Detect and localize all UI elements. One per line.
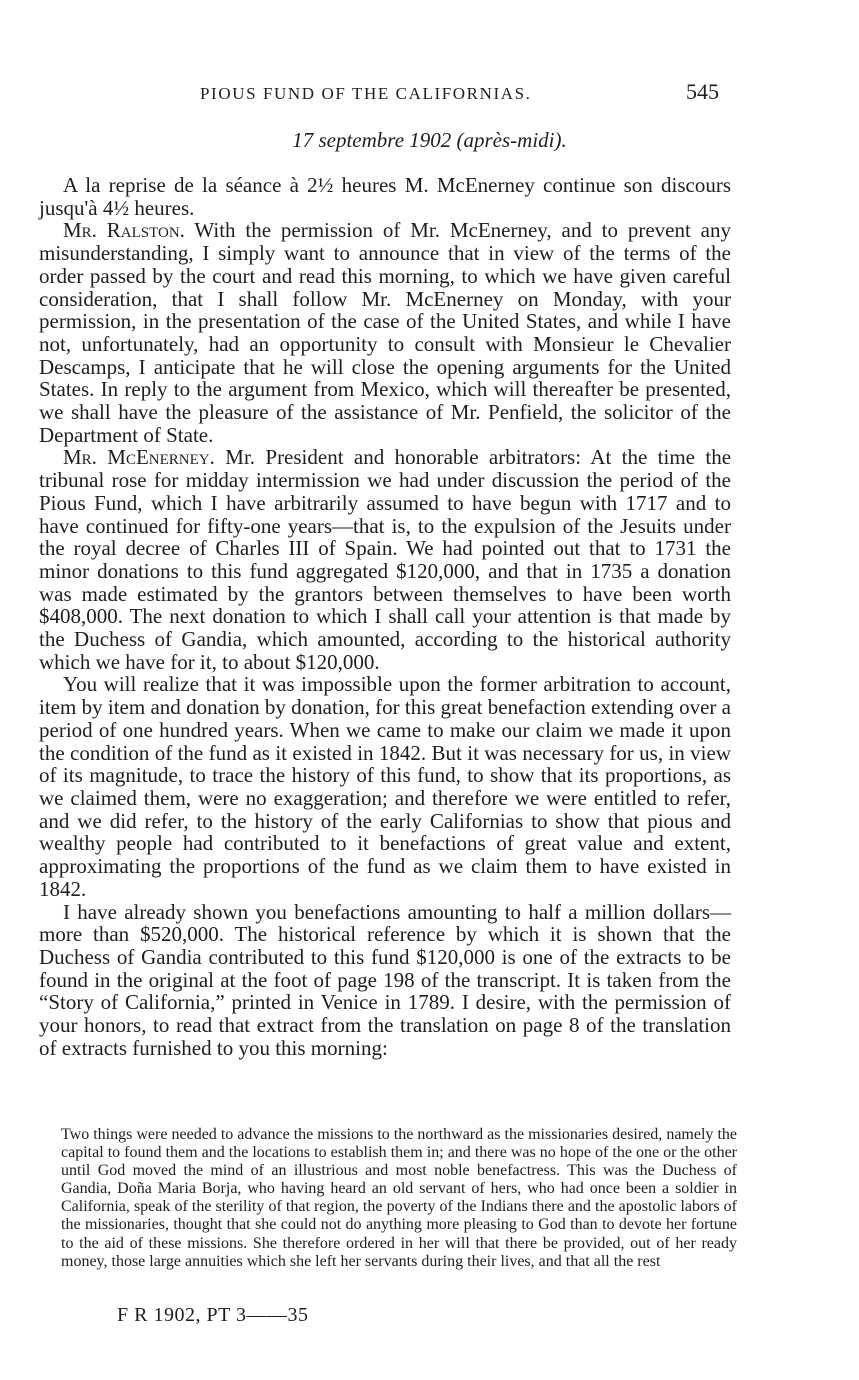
paragraph-mcenerney	[39, 446, 731, 673]
quote-text: Two things were needed to advance the missions to the northward as the missionaries desired, namely the capital to found them and the locations to establish them in; and there was no hope of the one or the other until God moved the mind of an illustrious and most noble benefactress. This was the Duchess of Gandia, Doña Maria Borja, who having heard an old servant of hers, who had once been a soldier in California, speak of the sterility of that region, the poverty of the Indians there and the apostolic labors of the missionaries, thought that she could not do anything more pleasing to God than to devote her fortune to the aid of these missions. She therefore ordered in her will that there be provided, out of her ready money, those large annuities which she left her servants during their lives, and that all the rest	[61, 1126, 737, 1270]
signature-mark: F R 1902, PT 3——35	[117, 1304, 309, 1326]
paragraph-resumption: A la reprise de la séance à 2½ heures M. McEnerney continue son discours jusqu'à 4½ heures.	[39, 173, 731, 220]
page-number: 545	[686, 79, 719, 104]
session-date-line: 17 septembre 1902 (après-midi).	[292, 128, 567, 152]
paragraph-benefactions: I have already shown you benefactions amounting to half a million dollars—more than $520,000. The historical reference by which it is shown that the Duchess of Gandia contributed to this fund $120,000 is one of the extracts to be found in the original at the foot of page 198 of the transcript. It is taken from the “Story of California,” printed in Venice in 1789. I desire, with the permission of your honors, to read that extract from the translation on page 8 of the translation of extracts furnished to you this morning:	[39, 899, 731, 1060]
paragraph-text: Mr. President and honorable arbitrators: At the time the tribunal rose for midday intermission we had under discussion the period of the Pious Fund, which I have arbitrarily assumed to have begun with 1717 and to have continued for fifty-one years—that is, to the expulsion of the Jesuits under the royal decree of Charles III of Spain. We had pointed out that to 1731 the minor donations to this fund aggregated $120,000, and that in 1735 a donation was made estimated by the grantors between themselves to have been worth $408,000. The next donation to which I shall call your attention is that made by the Duchess of Gandia, which amounted, according to the historical authority which we have for it, to about $120,000.	[39, 445, 732, 674]
paragraph-ralston	[39, 219, 731, 446]
running-title: PIOUS FUND OF THE CALIFORNIAS.	[200, 84, 532, 103]
speaker-name: Mr. Ralston.	[63, 218, 185, 243]
paragraph-arbitration: You will realize that it was impossible upon the former arbitration to account, item by item and donation by donation, for this great benefaction extending over a period of one hundred years. When we came to make our claim we made it upon the condition of the fund as it existed in 1842. But it was necessary for us, in view of its magnitude, to trace the history of this fund, to show that its proportions, as we claimed them, were no exaggeration; and therefore we were entitled to refer, and we did refer, to the history of the early Californias to show that pious and wealthy people had contributed to it benefactions of great value and extent, approximating the proportions of the fund as we claim them to have existed in 1842.	[39, 672, 731, 901]
body-text	[39, 174, 731, 1059]
paragraph-text: With the permission of Mr. McEnerney, and to prevent any misunderstanding, I simply want to announce that in view of the terms of the order passed by the court and read this morning, to which we have given careful consideration, that I shall follow Mr. McEnerney on Monday, with your permission, in the presentation of the case of the United States, and while I have not, unfortunately, had an opportunity to consult with Monsieur le Chevalier Descamps, I anticipate that he will close the opening arguments for the United States. In reply to the argument from Mexico, which will thereafter be presented, we shall have the pleasure of the assistance of Mr. Penfield, the solicitor of the Department of State.	[39, 218, 731, 447]
speaker-name: Mr. McEnerney.	[63, 445, 215, 470]
quoted-extract	[61, 1126, 737, 1271]
